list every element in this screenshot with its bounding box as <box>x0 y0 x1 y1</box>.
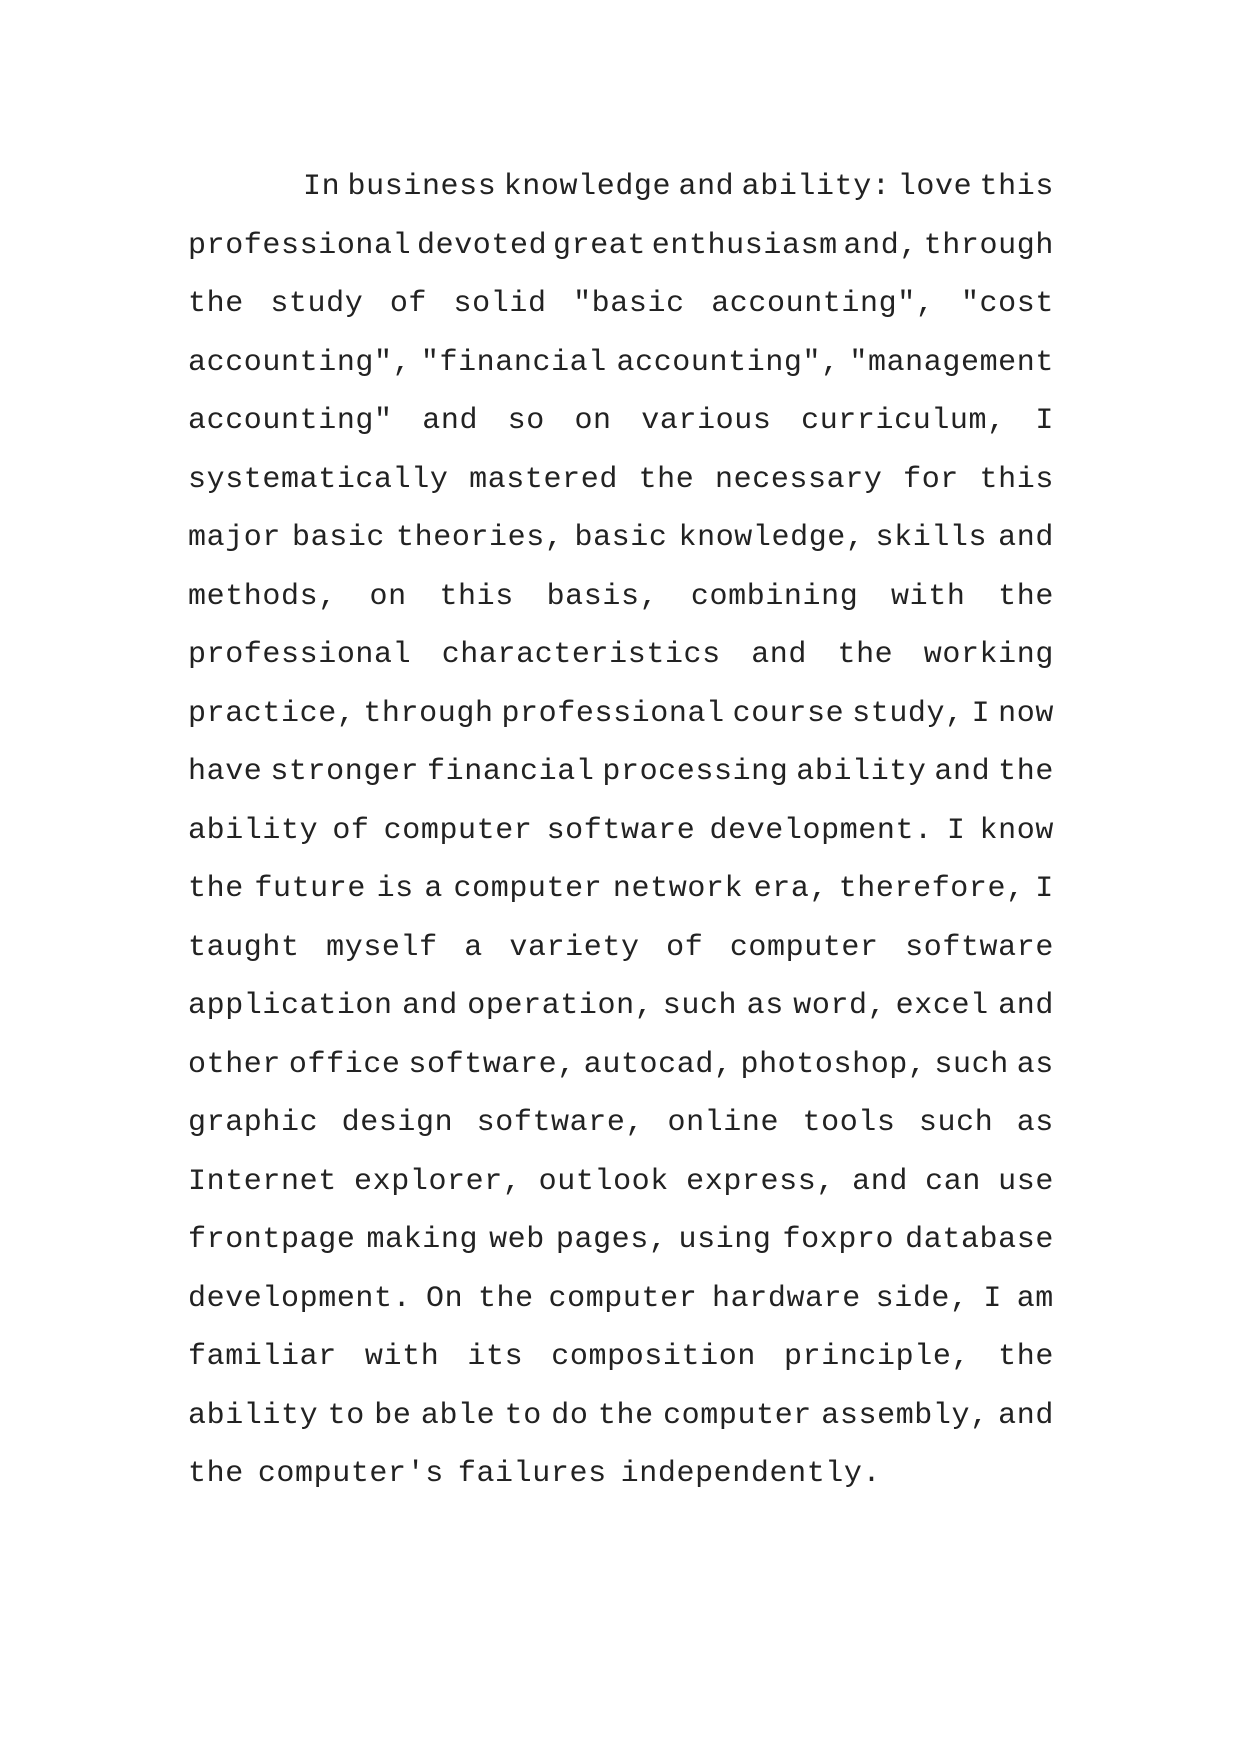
word: I <box>971 696 991 731</box>
word: on <box>574 404 612 438</box>
word: through <box>923 228 1054 263</box>
word: the <box>837 638 894 672</box>
word: "cost <box>960 287 1054 321</box>
paragraph-line <box>188 802 1054 861</box>
word: such <box>934 1047 1009 1082</box>
word: curriculum, <box>801 404 1006 438</box>
word: ability: <box>741 170 891 204</box>
word: office <box>288 1047 401 1082</box>
word: and <box>402 989 458 1023</box>
word: its <box>467 1340 524 1374</box>
word: with <box>891 579 966 614</box>
word: and <box>422 404 479 438</box>
word: "management <box>849 345 1054 380</box>
word: assembly, <box>821 1398 989 1433</box>
word: with <box>364 1340 440 1374</box>
word: and <box>678 170 735 204</box>
word: have <box>188 755 263 789</box>
word: practice, <box>188 696 356 731</box>
word: through <box>363 696 494 731</box>
word: study <box>270 287 364 321</box>
word: operation, <box>467 989 654 1023</box>
word: processing <box>602 755 789 789</box>
word: devoted <box>417 228 548 263</box>
word: to <box>327 1398 365 1433</box>
word: course <box>732 696 845 731</box>
word: now <box>998 696 1054 731</box>
word: independently. <box>620 1457 882 1491</box>
word: stronger <box>270 755 420 789</box>
word: development. <box>188 1281 412 1316</box>
word: computer <box>383 813 533 848</box>
word: ability <box>188 813 319 848</box>
word: "basic <box>573 287 685 321</box>
word: In <box>303 170 341 204</box>
word: for <box>903 462 959 497</box>
word: the <box>188 1457 244 1491</box>
word: solid <box>453 287 547 321</box>
paragraph-line <box>188 1211 1054 1270</box>
word: ability <box>796 755 927 789</box>
word: various <box>641 404 772 438</box>
paragraph-line <box>188 1445 1054 1504</box>
word: as <box>1016 1047 1054 1082</box>
word: foxpro <box>782 1223 895 1257</box>
paragraph-line <box>188 275 1054 334</box>
word: other <box>188 1047 282 1082</box>
word: photoshop, <box>740 1047 927 1082</box>
word: methods, <box>188 579 337 614</box>
word: basis, <box>546 579 659 614</box>
word: working <box>923 638 1054 672</box>
word: such <box>918 1106 994 1140</box>
word: professional <box>501 696 725 731</box>
word: and <box>852 1164 908 1199</box>
paragraph-line <box>188 451 1054 510</box>
word: and <box>751 638 808 672</box>
word: and <box>998 521 1054 555</box>
word: professional <box>188 228 412 263</box>
word: pages, <box>555 1223 668 1257</box>
word: accounting", <box>711 287 935 321</box>
word: study, <box>852 696 964 731</box>
word: myself <box>326 930 438 965</box>
word: to <box>504 1398 542 1433</box>
paragraph-line <box>188 685 1054 744</box>
word: as <box>746 989 784 1023</box>
paragraph-line <box>188 1094 1054 1153</box>
word: I <box>1035 404 1054 438</box>
word: accounting" <box>188 404 393 438</box>
word: online <box>667 1106 780 1140</box>
word: knowledge <box>503 170 672 204</box>
word: love <box>897 170 973 204</box>
word: of <box>666 930 704 965</box>
word: accounting", <box>188 345 412 380</box>
word: know <box>979 813 1054 848</box>
word: such <box>662 989 738 1023</box>
word: and <box>998 989 1054 1023</box>
word: the <box>638 462 695 497</box>
word: so <box>507 404 545 438</box>
word: on <box>369 579 407 614</box>
word: of <box>332 813 370 848</box>
paragraph-line <box>188 1270 1054 1329</box>
word: word, <box>793 989 887 1023</box>
word: web <box>489 1223 545 1257</box>
word: able <box>420 1398 496 1433</box>
word: great <box>552 228 646 263</box>
word: therefore, <box>838 872 1025 906</box>
word: financial <box>427 755 595 789</box>
word: knowledge, <box>678 521 865 555</box>
paragraph-line <box>188 919 1054 978</box>
word: ability <box>188 1398 319 1433</box>
word: software <box>905 930 1054 965</box>
word: taught <box>188 930 300 965</box>
word: software <box>546 813 696 848</box>
word: future <box>254 872 366 906</box>
word: professional <box>188 638 412 672</box>
word: graphic <box>188 1106 319 1140</box>
paragraph-line <box>188 1387 1054 1446</box>
paragraph-line <box>188 977 1054 1036</box>
word: computer's <box>257 1457 444 1491</box>
word: outlook <box>538 1164 669 1199</box>
word: autocad, <box>583 1047 733 1082</box>
word: I <box>1035 872 1054 906</box>
word: On <box>425 1281 464 1316</box>
word: composition <box>551 1340 756 1374</box>
word: the <box>998 1340 1054 1374</box>
word: systematically <box>188 462 449 497</box>
word: necessary <box>715 462 883 497</box>
word: Internet <box>188 1164 337 1199</box>
word: the <box>188 872 244 906</box>
word: database <box>905 1223 1054 1257</box>
word: enthusiasm <box>651 228 838 263</box>
word: application <box>188 989 393 1023</box>
paragraph-line <box>188 568 1054 627</box>
paragraph-line <box>188 217 1054 276</box>
word: express, <box>686 1164 835 1199</box>
paragraph-line <box>188 1153 1054 1212</box>
word: am <box>1016 1281 1054 1316</box>
word: combining <box>690 579 859 614</box>
word: tools <box>802 1106 896 1140</box>
word: computer <box>548 1281 698 1316</box>
word: business <box>347 170 497 204</box>
paragraph-line <box>188 743 1054 802</box>
word: failures <box>457 1457 607 1491</box>
word: is <box>376 872 414 906</box>
word: and, <box>843 228 918 263</box>
word: the <box>597 1398 654 1433</box>
word: a <box>464 930 483 965</box>
word: do <box>551 1398 589 1433</box>
word: accounting", <box>616 345 840 380</box>
word: making <box>366 1223 479 1257</box>
word: this <box>439 579 514 614</box>
word: mastered <box>469 462 618 497</box>
word: the <box>188 287 244 321</box>
word: and <box>934 755 991 789</box>
word: use <box>998 1164 1054 1199</box>
word: skills <box>875 521 988 555</box>
word: software, <box>408 1047 576 1082</box>
paragraph-line <box>188 392 1054 451</box>
word: this <box>979 462 1054 497</box>
paragraph-line <box>188 626 1054 685</box>
word: excel <box>895 989 989 1023</box>
word: side, <box>875 1281 969 1316</box>
word: "financial <box>420 345 607 380</box>
word: be <box>374 1398 412 1433</box>
paragraph-line <box>188 1036 1054 1095</box>
paragraph-line <box>188 1328 1054 1387</box>
word: variety <box>509 930 640 965</box>
word: using <box>678 1223 772 1257</box>
word: explorer, <box>354 1164 522 1199</box>
word: a <box>424 872 443 906</box>
word: as <box>1016 1106 1054 1140</box>
word: computer <box>453 872 603 906</box>
paragraph-line <box>188 509 1054 568</box>
word: the <box>998 755 1054 789</box>
word: software, <box>476 1106 645 1140</box>
word: familiar <box>188 1340 337 1374</box>
word: the <box>477 1281 534 1316</box>
word: basic <box>574 521 668 555</box>
word: I <box>983 1281 1002 1316</box>
word: and <box>998 1398 1054 1433</box>
word: hardware <box>712 1281 861 1316</box>
word: characteristics <box>441 638 721 672</box>
word: can <box>925 1164 981 1199</box>
word: of <box>389 287 428 321</box>
word: theories, <box>396 521 564 555</box>
body-paragraph <box>188 158 1054 1504</box>
word: computer <box>663 1398 812 1433</box>
word: the <box>998 579 1054 614</box>
word: this <box>979 170 1054 204</box>
paragraph-line <box>188 158 1054 217</box>
paragraph-line <box>188 334 1054 393</box>
word: basic <box>292 521 386 555</box>
word: network <box>612 872 744 906</box>
word: computer <box>729 930 879 965</box>
word: era, <box>753 872 829 906</box>
word: design <box>341 1106 454 1140</box>
word: I <box>946 813 966 848</box>
word: major <box>188 521 282 555</box>
word: development. <box>709 813 933 848</box>
word: principle, <box>784 1340 971 1374</box>
word: frontpage <box>188 1223 356 1257</box>
paragraph-line <box>188 860 1054 919</box>
